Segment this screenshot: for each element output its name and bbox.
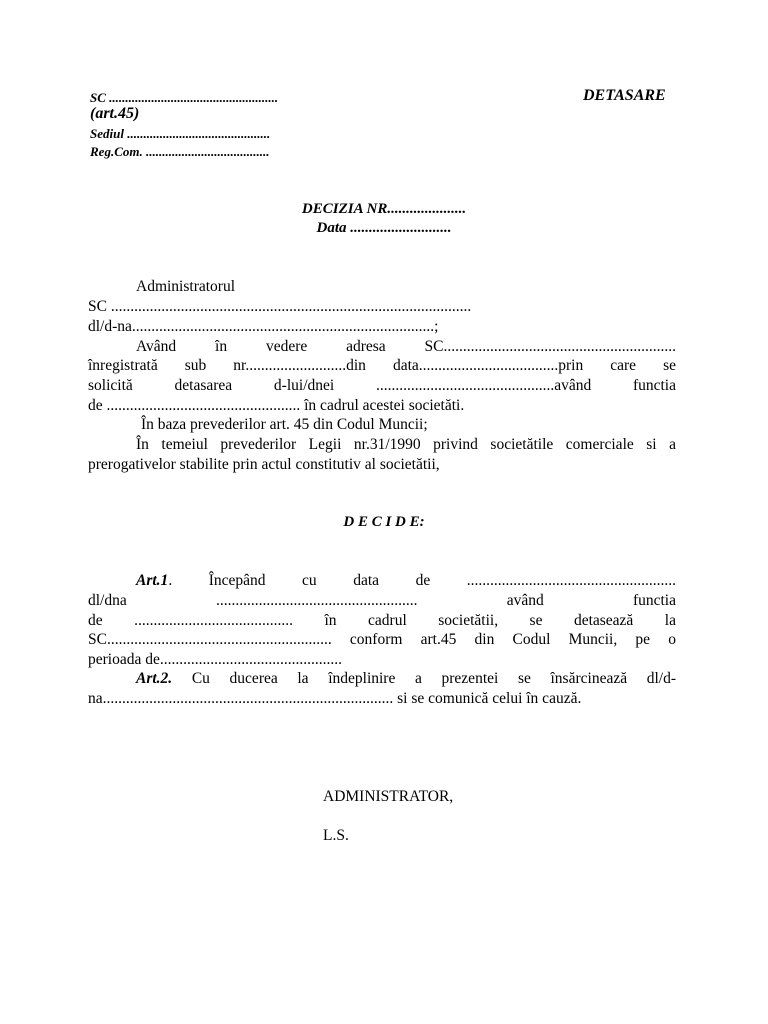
article-2-text: Cu ducerea la îndeplinire a prezentei se însărcinează dl/d- <box>172 670 676 687</box>
article-1-line-4: SC.......................................................... conform art.45 din Codul Muncii, pe o <box>88 631 676 648</box>
article-reference: (art.45) <box>90 105 140 122</box>
paragraph-2: În baza prevederilor art. 45 din Codul Muncii; <box>141 416 428 433</box>
intro-sc-line: SC ............................................................................................. <box>88 298 472 315</box>
article-2-label: Art.2. <box>136 670 173 687</box>
company-sc-line: SC .................................................... <box>90 90 279 105</box>
article-1-line-2: dl/dna .................................................... având functia <box>88 592 676 609</box>
paragraph-1-line-2: înregistrată sub nr..........................din data....................................prin care se <box>88 357 676 374</box>
document-title: DETASARE <box>583 87 666 104</box>
paragraph-3-line-1: În temeiul prevederilor Legii nr.31/1990 privind societătile comerciale si a <box>136 436 676 453</box>
administrator-label: Administratorul <box>136 278 236 295</box>
paragraph-1-line-1: Având în vedere adresa SC............................................................ <box>136 338 676 355</box>
article-1-line-5: perioada de............................................... <box>88 651 342 668</box>
paragraph-1-line-3: solicită detasarea d-lui/dnei ..............................................având functia <box>88 377 676 394</box>
article-2-line-1 <box>136 670 676 688</box>
trade-register-line: Reg.Com. ...................................... <box>90 144 270 159</box>
seal-placeholder: L.S. <box>323 827 349 844</box>
decide-heading: D E C I D E: <box>343 514 425 530</box>
article-1-label: Art.1 <box>136 572 169 589</box>
company-headquarters-line: Sediul ............................................ <box>90 126 271 141</box>
article-1-line-1 <box>136 572 676 590</box>
article-2-line-2: na........................................................................... si se comunică celui în cauză. <box>88 690 582 707</box>
signature-title: ADMINISTRATOR, <box>323 788 454 805</box>
decision-date: Data ........................... <box>316 220 452 236</box>
decision-number: DECIZIA NR..................... <box>301 201 467 217</box>
paragraph-1-line-4: de .................................................. în cadrul acestei societăti. <box>88 397 465 414</box>
article-1-line-3: de ......................................... în cadrul societătii, se detasează la <box>88 612 676 629</box>
article-1-text: . Începând cu data de ...................................................... <box>168 572 676 589</box>
intro-person-line: dl/d-na..............................................................................; <box>88 318 439 335</box>
paragraph-3-line-2: prerogativelor stabilite prin actul constitutiv al societătii, <box>88 456 440 473</box>
